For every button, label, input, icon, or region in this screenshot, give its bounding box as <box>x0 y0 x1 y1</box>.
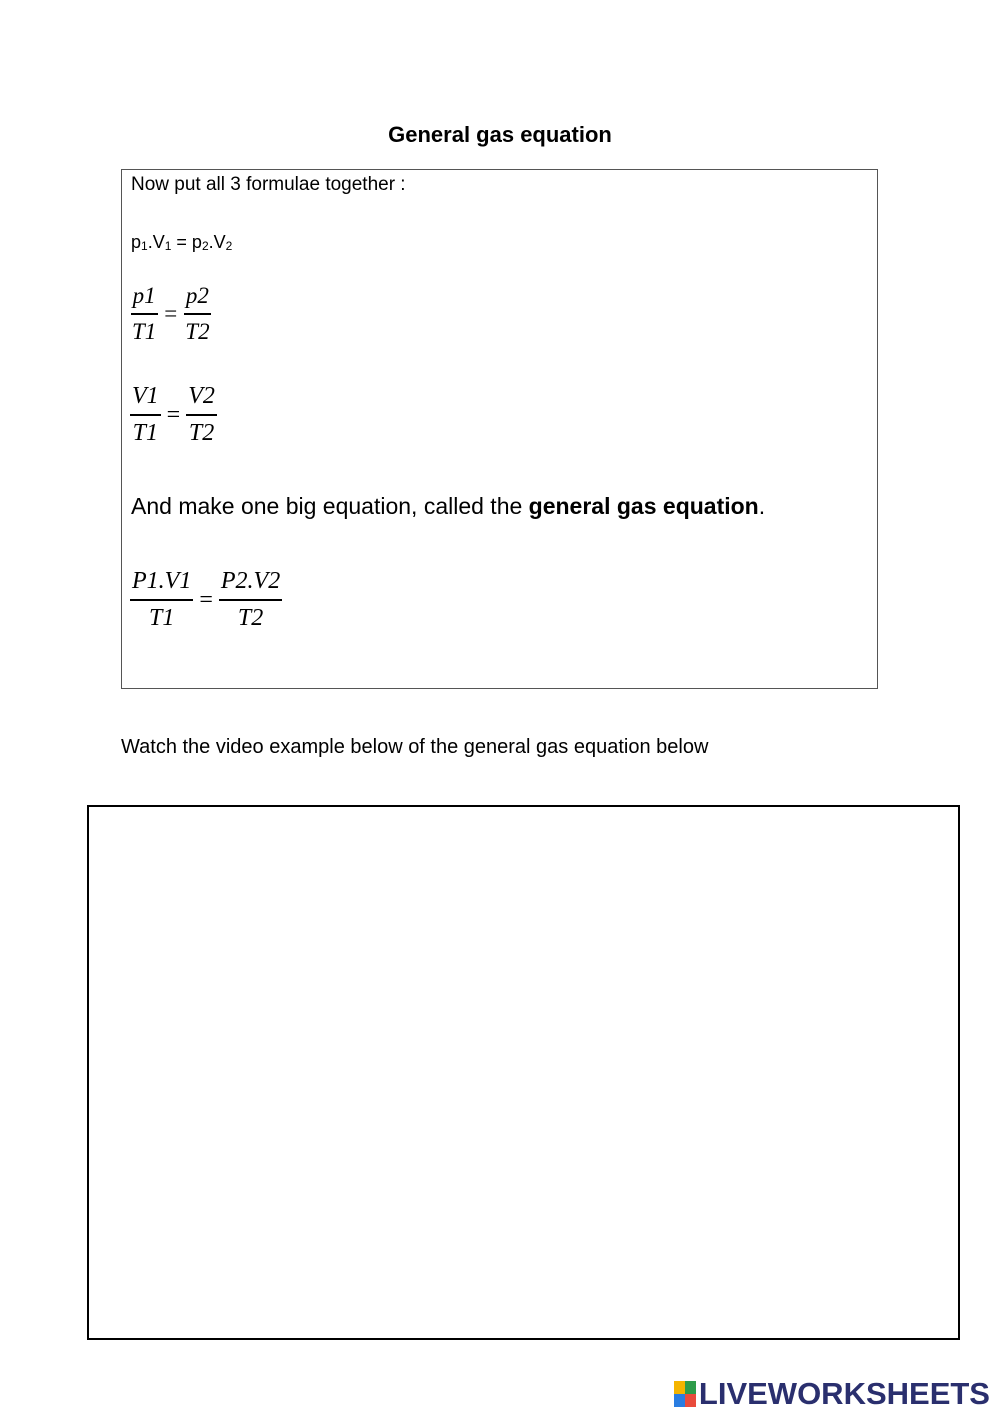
pressure-left-denominator: T1 <box>132 319 157 344</box>
general-gas-equation <box>130 568 282 632</box>
boyle-sub-1: 1 <box>141 239 148 253</box>
brand-name: LIVEWORKSHEETS <box>698 1376 990 1411</box>
pressure-right-fraction <box>183 283 211 345</box>
boyle-sub-2: 1 <box>164 239 172 253</box>
general-left-numerator: P1.V1 <box>130 568 193 601</box>
intro-text: Now put all 3 formulae together : <box>131 174 406 195</box>
volume-left-numerator: V1 <box>130 383 161 416</box>
volume-left-fraction <box>130 383 161 447</box>
boyle-law-equation <box>131 232 232 253</box>
boyle-sub-4: 2 <box>225 239 233 253</box>
boyle-v-symbol: .V <box>147 232 165 252</box>
volume-right-numerator: V2 <box>186 383 217 416</box>
equals-sign: = <box>166 401 181 428</box>
general-right-fraction <box>219 568 282 632</box>
equals-sign: = <box>199 586 213 613</box>
formula-box <box>121 169 878 689</box>
pressure-right-denominator: T2 <box>185 319 210 344</box>
boyle-sub-3: 2 <box>201 239 209 253</box>
sentence-end: . <box>758 493 766 519</box>
pressure-right-numerator: p2 <box>184 283 211 315</box>
volume-right-denominator: T2 <box>188 420 215 446</box>
pressure-law-equation <box>130 283 212 345</box>
general-left-fraction <box>130 568 193 632</box>
volume-right-fraction <box>186 383 217 447</box>
liveworksheets-logo <box>674 1376 990 1412</box>
boyle-p-symbol: p <box>131 232 142 252</box>
pressure-left-numerator: p1 <box>131 283 158 315</box>
boyle-equals: = p <box>171 232 202 252</box>
volume-left-denominator: T1 <box>132 420 159 446</box>
general-right-numerator: P2.V2 <box>219 568 282 601</box>
general-left-denominator: T1 <box>148 605 175 631</box>
logo-square-3 <box>674 1394 685 1407</box>
pressure-left-fraction <box>130 283 158 345</box>
sentence-start: And make one big equation, called the <box>131 493 529 519</box>
logo-square-1 <box>674 1381 685 1394</box>
boyle-v-symbol-2: .V <box>208 232 226 252</box>
liveworksheets-logo-icon <box>674 1381 696 1407</box>
sentence-bold-term: general gas equation <box>528 493 759 519</box>
video-placeholder[interactable] <box>87 805 960 1340</box>
general-right-denominator: T2 <box>237 605 264 631</box>
equals-sign: = <box>164 301 178 326</box>
page-title: General gas equation <box>388 122 612 147</box>
general-equation-sentence <box>131 493 765 520</box>
logo-square-4 <box>685 1394 696 1407</box>
watch-video-instruction: Watch the video example below of the general gas equation below <box>121 736 709 758</box>
charles-law-equation <box>130 383 217 447</box>
logo-square-2 <box>685 1381 696 1394</box>
